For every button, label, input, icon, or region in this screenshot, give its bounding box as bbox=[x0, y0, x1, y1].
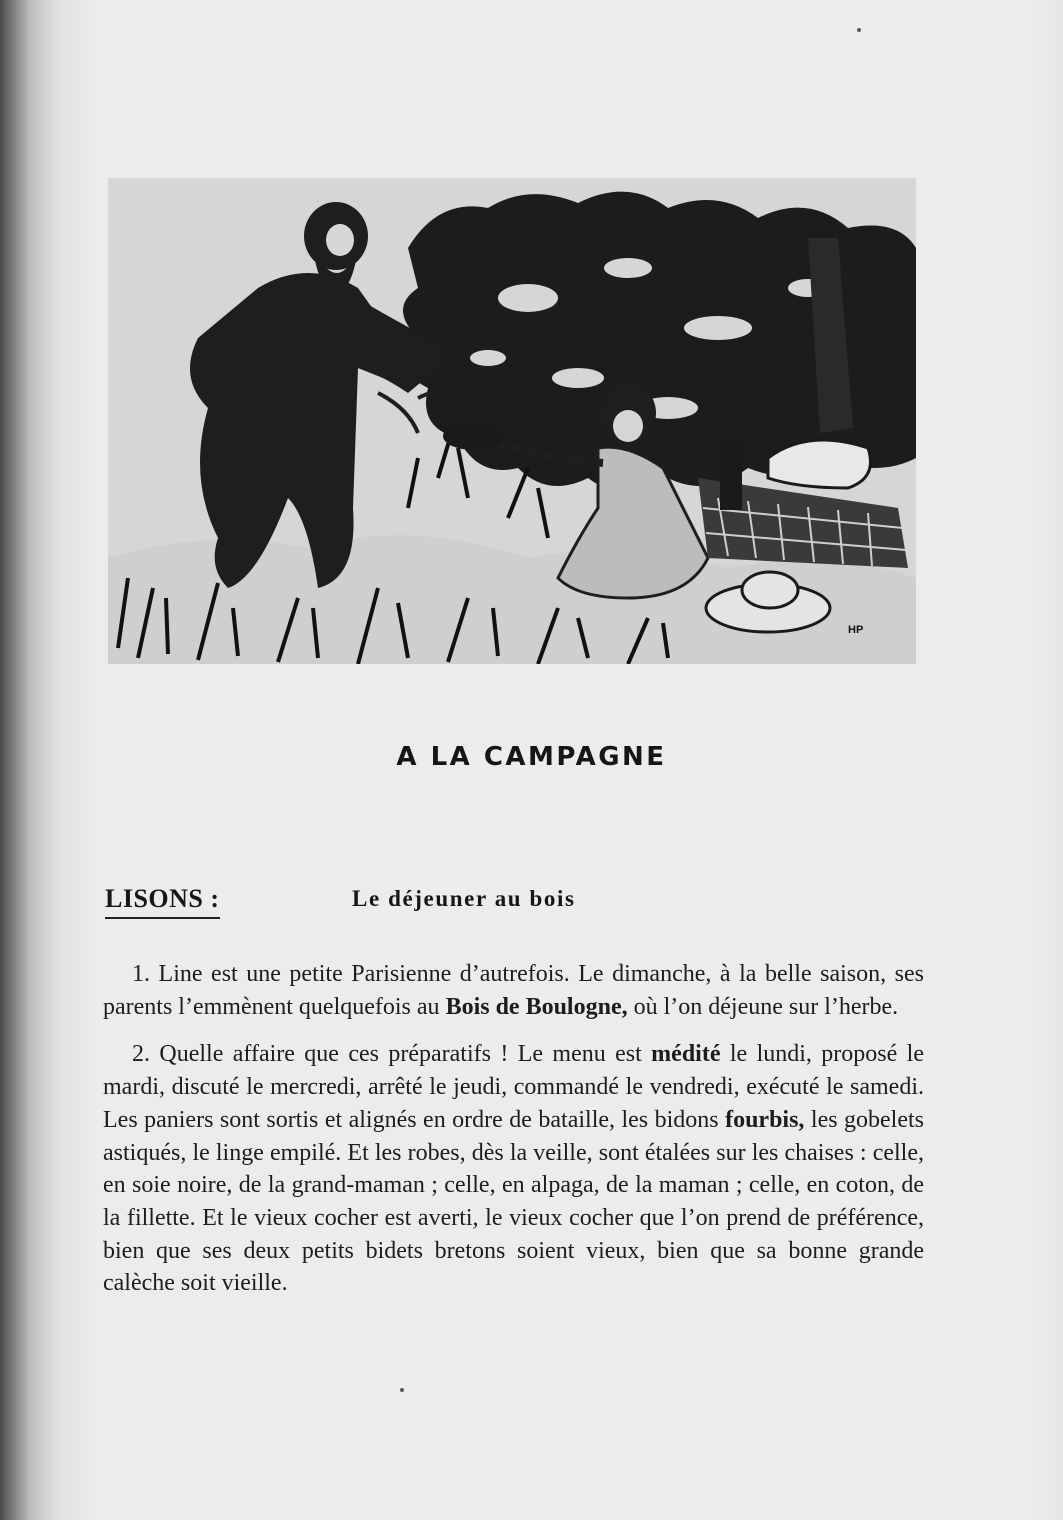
bold-term: médité bbox=[651, 1041, 721, 1068]
artist-signature: HP bbox=[848, 624, 864, 636]
reading-text bbox=[103, 958, 924, 1315]
text-run: les gobelets astiqués, le linge empilé. Et les robes, dès la veille, sont étalées sur les chaises : celle, en soie noire, de la grand-maman ; celle, en alpaga, de la maman ; celle, en coton, de la fillette. Et le vieux cocher est averti, le vieux cocher que l’on prend de préférence, bien que ses deux petits bidets bretons soient vieux, bien que sa bonne grande calèche soit vieille. bbox=[103, 1106, 925, 1297]
bold-term: fourbis, bbox=[725, 1106, 805, 1133]
text-run: où l’on déjeune sur l’herbe. bbox=[627, 993, 899, 1020]
text-run: 1. Line est une petite Parisienne d’autrefois. Le dimanche, à la belle saison, ses parents l’emmènent quelquefois au bbox=[103, 961, 924, 1020]
chapter-title: A LA CAMPAGNE bbox=[396, 742, 667, 772]
paragraph-2 bbox=[103, 1038, 924, 1300]
bold-term: Bois de Boulogne, bbox=[445, 993, 628, 1020]
section-label: LISONS : bbox=[105, 884, 220, 919]
print-speck bbox=[857, 28, 861, 32]
text-run: le lundi, proposé le mardi, discuté le mercredi, arrêté le jeudi, commandé le vendredi, exécuté le samedi. Les paniers sont sortis et alignés en ordre de bataille, les bidons bbox=[103, 1041, 924, 1133]
section-header bbox=[105, 884, 925, 934]
paragraph-1 bbox=[103, 958, 924, 1023]
print-speck bbox=[400, 1388, 404, 1392]
section-title: Le déjeuner au bois bbox=[352, 886, 576, 911]
picnic-illustration bbox=[108, 178, 916, 664]
text-run: 2. Quelle affaire que ces préparatifs ! Le menu est bbox=[132, 1041, 652, 1068]
